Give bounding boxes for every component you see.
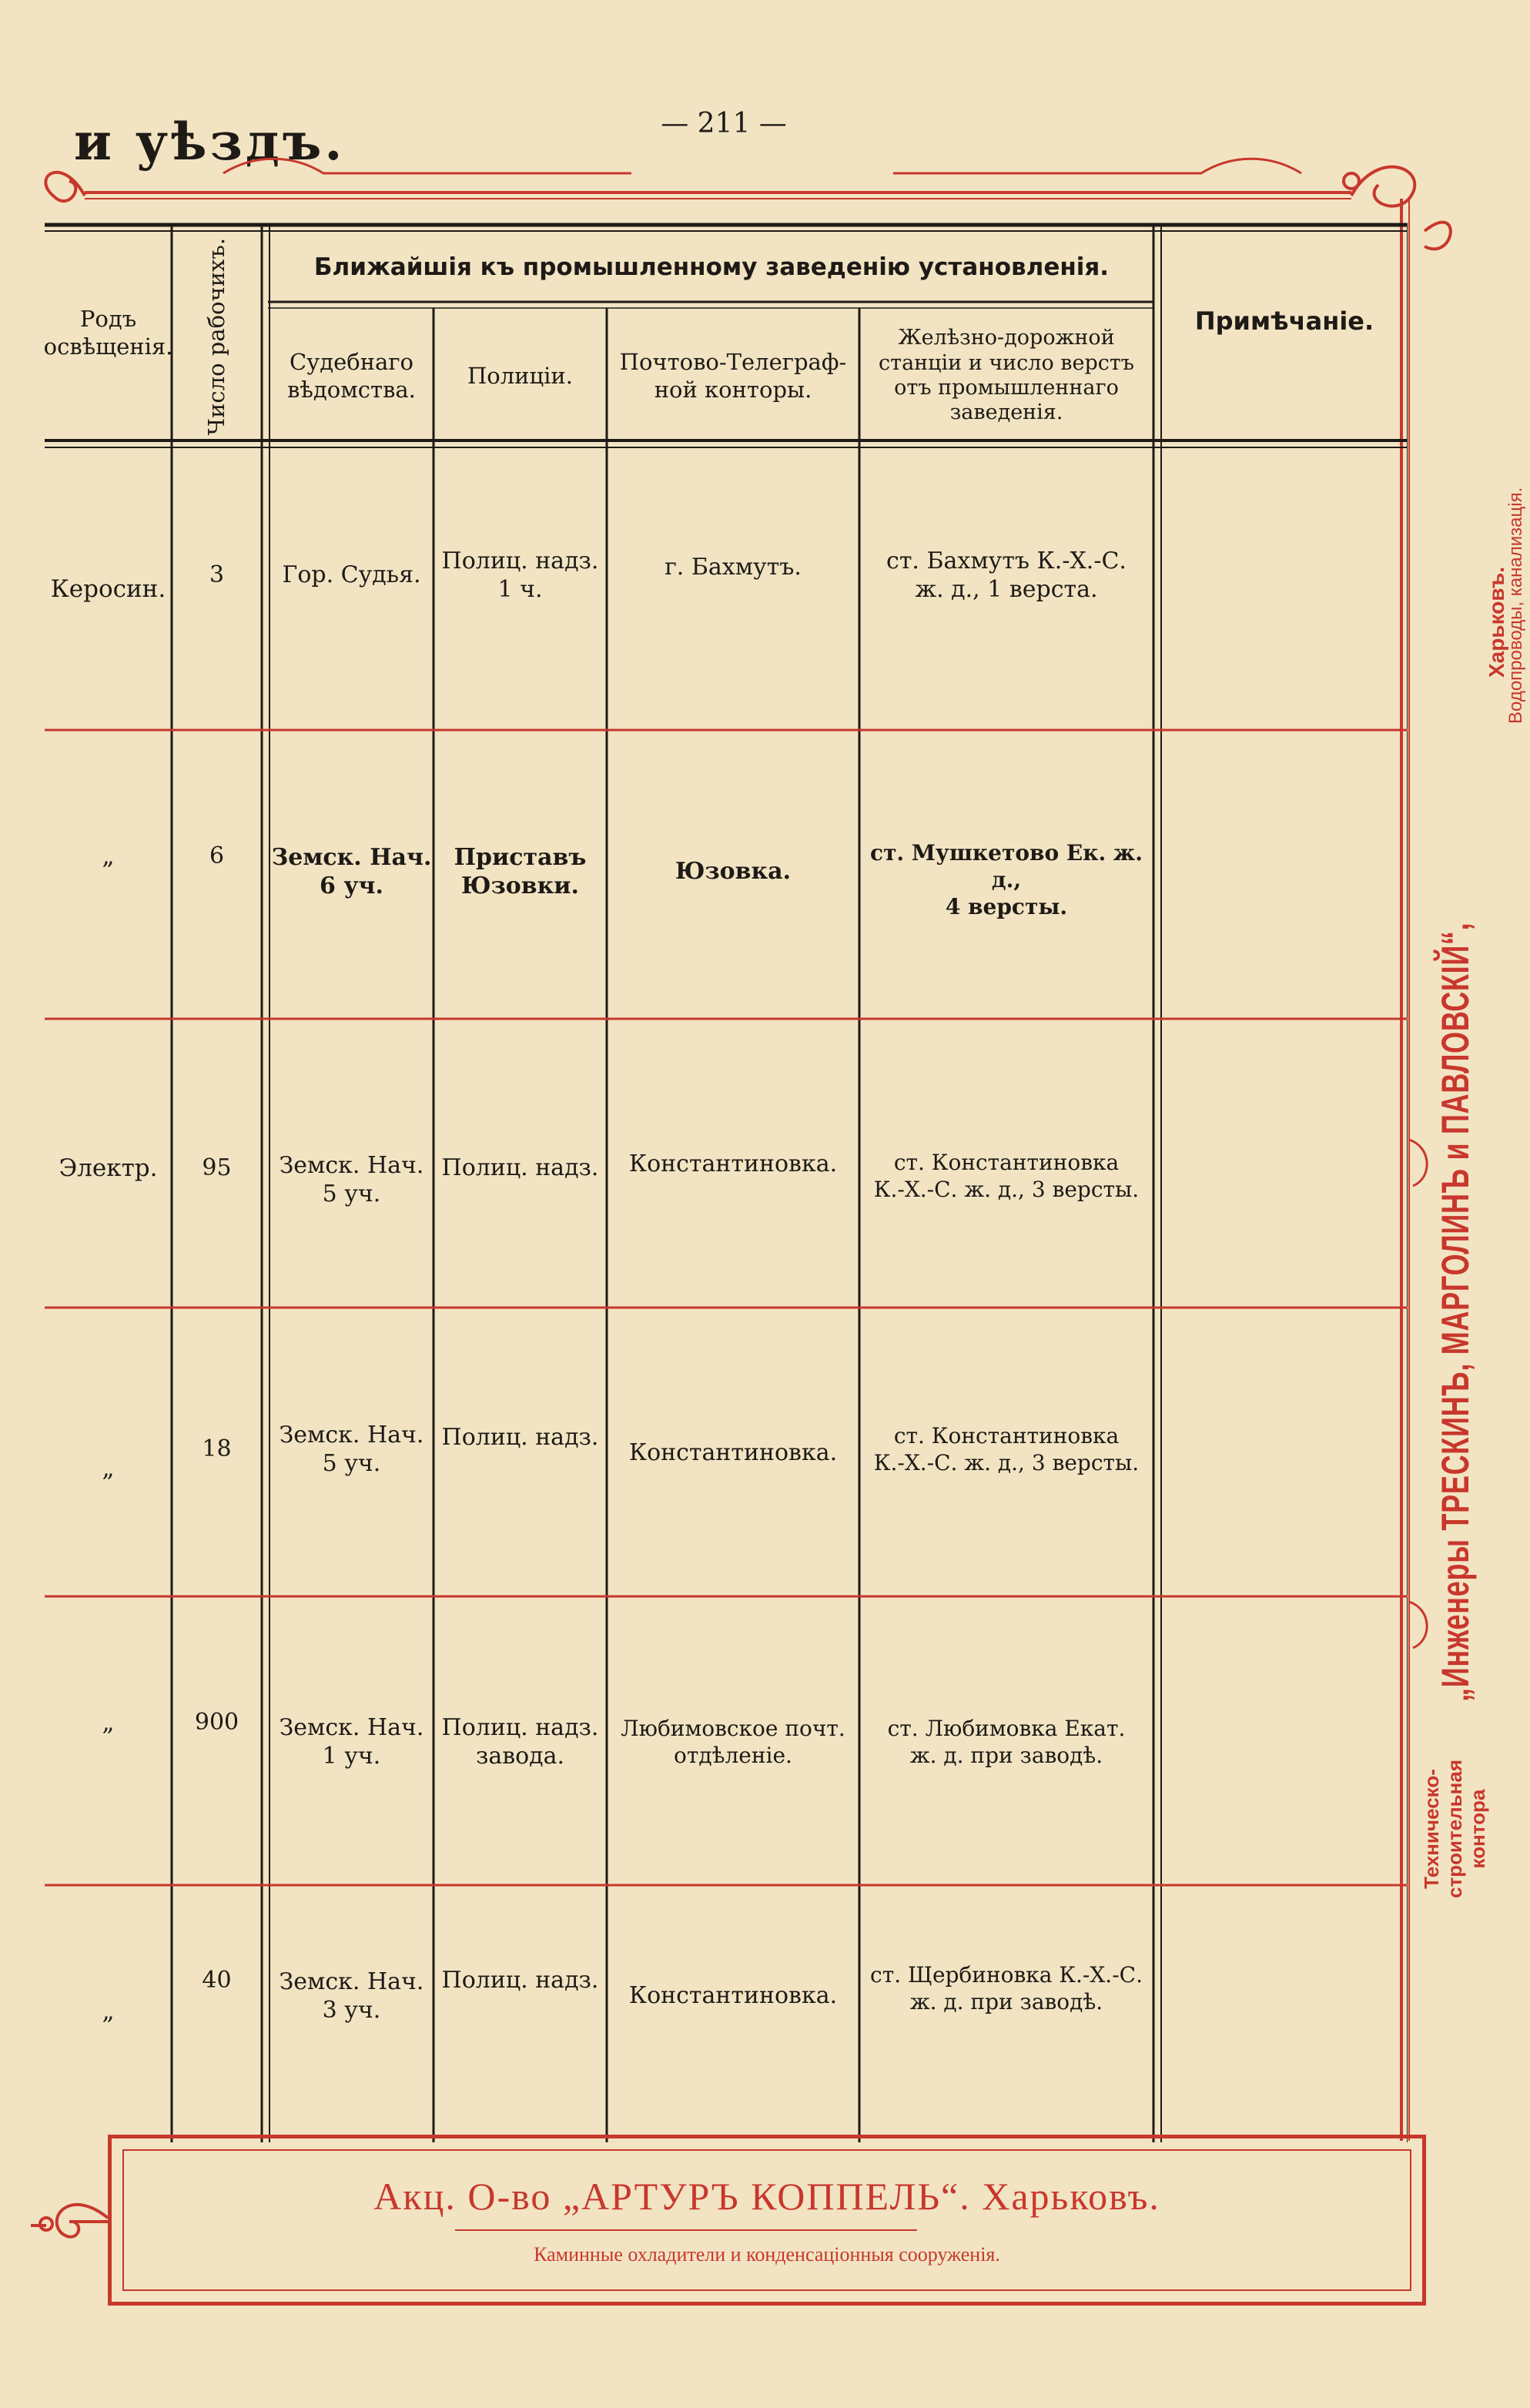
statistics-table xyxy=(45,217,1408,2142)
header-lighting: Родъ освѣщенія. xyxy=(43,305,173,360)
cell-court: Земск. Нач. 5 уч. xyxy=(279,1421,424,1477)
scroll-ornament-top-right xyxy=(1351,167,1414,206)
cell-note xyxy=(1161,1896,1408,2081)
cell-workers: 900 xyxy=(194,1709,239,1737)
cell-post: Константиновка. xyxy=(628,1439,838,1467)
bottom-ad-title: Акц. О-во „АРТУРЪ КОППЕЛЬ“. Харьковъ. xyxy=(373,2175,1160,2218)
cell-lighting: Электр. xyxy=(59,1154,158,1182)
cell-post: Любимовское почт. отдѣленіе. xyxy=(621,1716,845,1768)
cell-post: Юзовка. xyxy=(675,858,792,886)
cell-workers: 6 xyxy=(209,842,225,870)
header-post: Почтово-Телеграф- ной конторы. xyxy=(619,348,847,403)
cell-lighting: „ xyxy=(102,842,115,870)
cell-lighting: „ xyxy=(102,1997,115,2025)
cell-railway: ст. Любимовка Екат. ж. д. при заводѣ. xyxy=(887,1716,1126,1768)
header-workers xyxy=(172,233,262,440)
cell-post: Константиновка. xyxy=(628,1982,838,2010)
cell-police: Полиц. надз. xyxy=(441,1424,599,1452)
page-number: — 211 — xyxy=(661,108,787,139)
header-group-title: Ближайшія къ промышленному заведенію установленія. xyxy=(313,253,1110,281)
vertical-advertisement xyxy=(1420,416,1526,1956)
cell-note xyxy=(1161,1318,1408,1580)
cell-court: Земск. Нач. 3 уч. xyxy=(279,1968,424,2024)
ad-services: Водопроводы, канализація. xyxy=(1505,487,1526,724)
cell-post: г. Бахмутъ. xyxy=(665,554,802,581)
header-workers-text: Число рабочихъ. xyxy=(203,237,230,436)
bottom-ad-inner-frame xyxy=(122,2149,1411,2291)
cell-court: Земск. Нач. 1 уч. xyxy=(279,1713,424,1770)
cell-police: Полиц. надз. xyxy=(441,1967,599,1994)
cell-workers: 18 xyxy=(202,1435,232,1463)
cell-railway: ст. Мушкетово Ек. ж. д., 4 версты. xyxy=(870,839,1143,919)
header-police: Полиціи. xyxy=(467,362,573,389)
cell-workers: 3 xyxy=(209,561,225,589)
ad-city: Харьковъ. xyxy=(1485,566,1508,678)
cell-lighting: „ xyxy=(102,1454,115,1482)
scroll-ornament-left xyxy=(45,172,85,201)
cell-lighting: Керосин. xyxy=(50,574,166,603)
cell-railway: ст. Щербиновка К.-Х.-С. ж. д. при заводѣ. xyxy=(870,1962,1143,2014)
cell-police: Полиц. надз. завода. xyxy=(441,1713,599,1770)
header-railway: Желѣзно-дорожной станціи и число верстъ отъ промышленнаго заведенія. xyxy=(879,326,1134,425)
cell-note xyxy=(1161,448,1408,702)
cell-note xyxy=(1161,741,1408,1003)
cell-railway: ст. Константиновка К.-Х.-С. ж. д., 3 версты. xyxy=(873,1150,1140,1202)
section-title: и уѣздъ. xyxy=(74,112,346,172)
bottom-ad-underline xyxy=(455,2229,917,2231)
bottom-ad-subtitle: Каминные охладители и конденсаціонныя сооруженія. xyxy=(534,2243,1000,2266)
cell-note xyxy=(1161,1607,1408,1869)
cell-workers: 40 xyxy=(202,1967,232,1994)
cell-police: Полиц. надз. 1 ч. xyxy=(441,547,599,603)
cell-post: Константиновка. xyxy=(628,1150,838,1178)
header-court: Судебнаго вѣдомства. xyxy=(287,348,416,403)
cell-note xyxy=(1161,1030,1408,1307)
cell-railway: ст. Бахмутъ К.-Х.-С. ж. д., 1 верста. xyxy=(886,547,1127,603)
cell-police: Приставъ Юзовки. xyxy=(454,843,587,899)
cell-court: Гор. Судья. xyxy=(282,561,421,589)
bottom-advertisement xyxy=(108,2135,1426,2306)
cell-workers: 95 xyxy=(202,1154,232,1182)
ad-prefix: Техническо-строительная контора xyxy=(1420,1760,1489,1898)
cell-police: Полиц. надз. xyxy=(441,1154,599,1182)
header-note: Примѣчаніе. xyxy=(1194,306,1374,336)
cell-lighting: „ xyxy=(102,1708,115,1737)
cell-court: Земск. Нач. 6 уч. xyxy=(271,843,432,899)
ad-company-name: „Инженеры ТРЕСКИНЪ, МАРГОЛИНЪ и ПАВЛОВСКІЙ“, xyxy=(1434,922,1477,1702)
cell-railway: ст. Константиновка К.-Х.-С. ж. д., 3 версты. xyxy=(873,1423,1140,1475)
cell-court: Земск. Нач. 5 уч. xyxy=(279,1151,424,1207)
